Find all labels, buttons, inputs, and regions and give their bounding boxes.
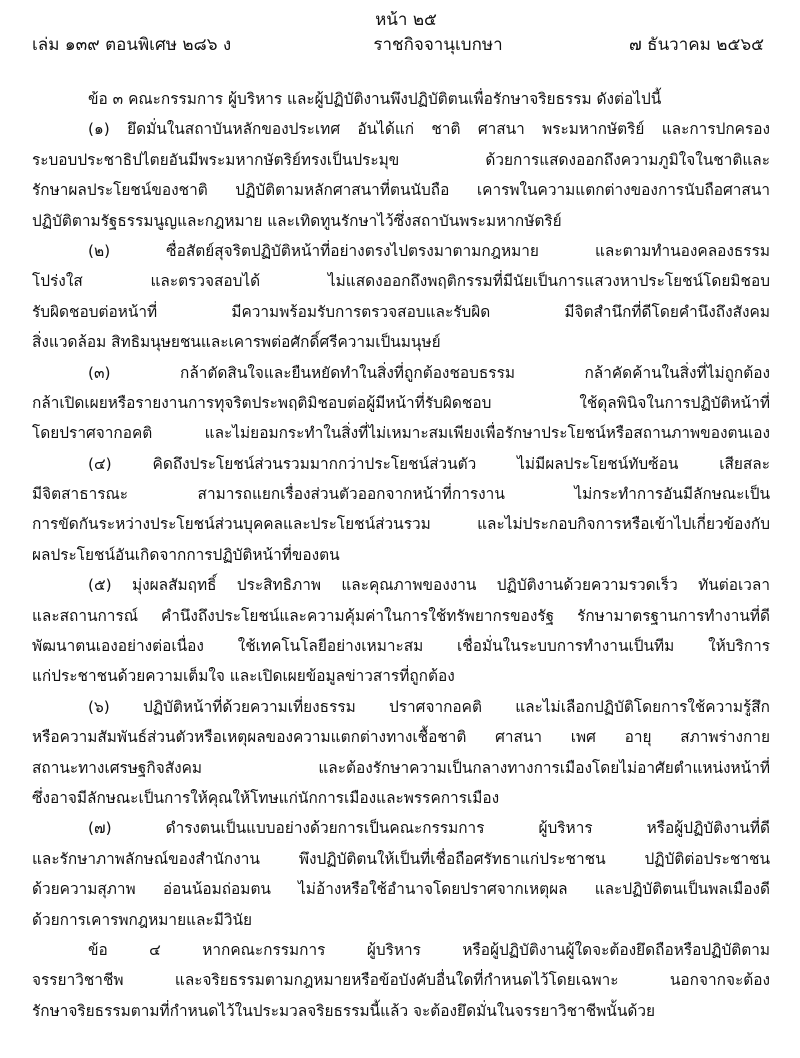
volume-issue: เล่ม ๑๓๙ ตอนพิเศษ ๒๘๖ ง [32,35,232,55]
text-line: มีจิตสาธารณะ สามารถแยกเรื่องส่วนตัวออกจากหน้าที่การงาน ไม่กระทำการอันมีลักษณะเป็น [32,485,770,504]
text-line: แก่ประชาชนด้วยความเต็มใจ และเปิดเผยข้อมูลข่าวสารที่ถูกต้อง [32,667,455,686]
text-line: สิ่งแวดล้อม สิทธิมนุษยชนและเคารพต่อศักดิ์ศรีความเป็นมนุษย์ [32,333,441,352]
text-line: ข้อ ๓ คณะกรรมการ ผู้บริหาร และผู้ปฏิบัติงานพึงปฏิบัติตนเพื่อรักษาจริยธรรม ดังต่อไปนี้ [88,90,662,108]
text-line: (๗) ดำรงตนเป็นแบบอย่างด้วยการเป็นคณะกรรมการ ผู้บริหาร หรือผู้ปฏิบัติงานที่ดี [88,819,770,838]
text-line: การขัดกันระหว่างประโยชน์ส่วนบุคคลและประโยชน์ส่วนรวม และไม่ประกอบกิจการหรือเข้าไปเกี่ยวข้องกับ [32,515,770,534]
text-line: และรักษาภาพลักษณ์ของสำนักงาน พึงปฏิบัติตนให้เป็นที่เชื่อถือศรัทธาแก่ประชาชน ปฏิบัติต่อประชาชน [32,849,770,868]
text-line: ด้วยการเคารพกฎหมายและมีวินัย [32,910,253,929]
text-line: (๖) ปฏิบัติหน้าที่ด้วยความเที่ยงธรรม ปราศจากอคติ และไม่เลือกปฏิบัติโดยการใช้ความรู้สึก [88,697,770,716]
text-line: โปร่งใส และตรวจสอบได้ ไม่แสดงออกถึงพฤติกรรมที่มีนัยเป็นการแสวงหาประโยชน์โดยมิชอบ [32,272,770,291]
item-3 [32,358,770,449]
text-line: ข้อ ๔ หากคณะกรรมการ ผู้บริหาร หรือผู้ปฏิบัติงานผู้ใดจะต้องยึดถือหรือปฏิบัติตาม [88,940,770,959]
text-line: (๓) กล้าตัดสินใจและยืนหยัดทำในสิ่งที่ถูกต้องชอบธรรม กล้าคัดค้านในสิ่งที่ไม่ถูกต้อง [88,363,770,382]
document-body [32,84,770,1026]
item-5 [32,570,770,692]
clause-4 [32,935,770,1026]
publication-date: ๗ ธันวาคม ๒๕๖๕ [629,35,764,55]
text-line: (๕) มุ่งผลสัมฤทธิ์ ประสิทธิภาพ และคุณภาพของงาน ปฏิบัติงานด้วยความรวดเร็ว ทันต่อเวลา [88,576,770,595]
text-line: รักษาจริยธรรมตามที่กำหนดไว้ในประมวลจริยธรรมนี้แล้ว จะต้องยึดมั่นในจรรยาวิชาชีพนั้นด้วย [32,1001,655,1020]
text-line: ซึ่งอาจมีลักษณะเป็นการให้คุณให้โทษแก่นักการเมืองและพรรคการเมือง [32,788,500,807]
clause-3 [32,84,770,114]
page-number: หน้า ๒๕ [375,10,437,30]
item-7 [32,813,770,935]
gazette-header [32,32,770,58]
text-line: (๔) คิดถึงประโยชน์ส่วนรวมมากกว่าประโยชน์ส่วนตัว ไม่มีผลประโยชน์ทับซ้อน เสียสละ [88,454,770,473]
text-line: และสถานการณ์ คำนึงถึงประโยชน์และความคุ้มค่าในการใช้ทรัพยากรของรัฐ รักษามาตรฐานการทำงานที่ดี [32,606,770,625]
text-line: สถานะทางเศรษฐกิจสังคม และต้องรักษาความเป็นกลางทางการเมืองโดยไม่อาศัยตำแหน่งหน้าที่ [32,758,770,777]
item-1 [32,114,770,236]
text-line: จรรยาวิชาชีพ และจริยธรรมตามกฎหมายหรือข้อบังคับอื่นใดที่กำหนดไว้โดยเฉพาะ นอกจากจะต้อง [32,971,770,990]
text-line: ด้วยความสุภาพ อ่อนน้อมถ่อมตน ไม่อ้างหรือใช้อำนาจโดยปราศจากเหตุผล และปฏิบัติตนเป็นพลเมืองดี [32,880,770,899]
item-6 [32,692,770,814]
text-line: รับผิดชอบต่อหน้าที่ มีความพร้อมรับการตรวจสอบและรับผิด มีจิตสำนึกที่ดีโดยคำนึงถึงสังคม [32,302,770,321]
item-4 [32,449,770,571]
text-line: รักษาผลประโยชน์ของชาติ ปฏิบัติตามหลักศาสนาที่ตนนับถือ เคารพในความแตกต่างของการนับถือศาสนา [32,181,770,200]
publication-name: ราชกิจจานุเบกษา [373,35,503,55]
text-line: โดยปราศจากอคติ และไม่ยอมกระทำในสิ่งที่ไม่เหมาะสมเพียงเพื่อรักษาประโยชน์หรือสถานภาพของตนเอง [32,424,770,443]
text-line: ระบอบประชาธิปไตยอันมีพระมหากษัตริย์ทรงเป็นประมุข ด้วยการแสดงออกถึงความภูมิใจในชาติและ [32,150,770,169]
text-line: ปฏิบัติตามรัฐธรรมนูญและกฎหมาย และเทิดทูนรักษาไว้ซึ่งสถาบันพระมหากษัตริย์ [32,211,562,230]
text-line: (๒) ซื่อสัตย์สุจริตปฏิบัติหน้าที่อย่างตรงไปตรงมาตามกฎหมาย และตามทำนองคลองธรรม [88,241,770,260]
text-line: (๑) ยึดมั่นในสถาบันหลักของประเทศ อันได้แก่ ชาติ ศาสนา พระมหากษัตริย์ และการปกครอง [88,120,770,139]
text-line: กล้าเปิดเผยหรือรายงานการทุจริตประพฤติมิชอบต่อผู้มีหน้าที่รับผิดชอบ ใช้ดุลพินิจในการปฏิบัติหน้าที่ [32,393,770,412]
text-line: หรือความสัมพันธ์ส่วนตัวหรือเหตุผลของความแตกต่างทางเชื้อชาติ ศาสนา เพศ อายุ สภาพร่างกาย [32,728,770,747]
text-line: ผลประโยชน์อันเกิดจากการปฏิบัติหน้าที่ของตน [32,545,340,564]
item-2 [32,236,770,358]
text-line: พัฒนาตนเองอย่างต่อเนื่อง ใช้เทคโนโลยีอย่างเหมาะสม เชื่อมั่นในระบบการทำงานเป็นทีม ให้บริการ [32,637,770,656]
